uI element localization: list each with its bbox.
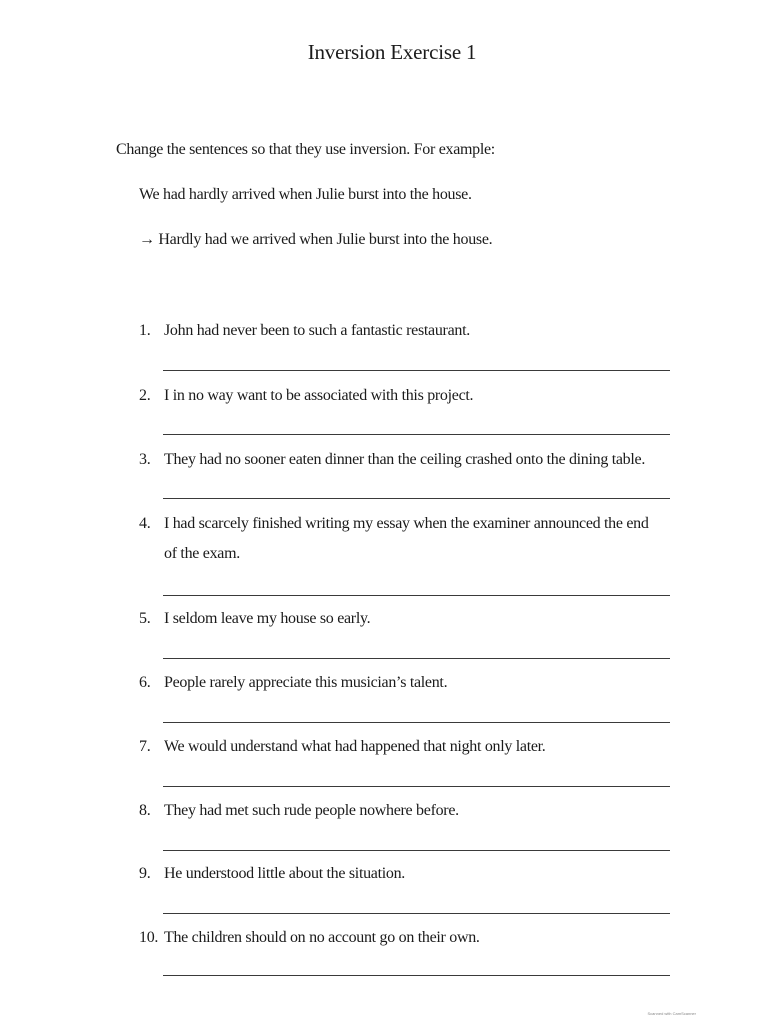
answer-line[interactable]	[163, 850, 670, 851]
question-number: 1.	[139, 322, 151, 339]
question-text: They had no sooner eaten dinner than the ceiling crashed onto the dining table.	[164, 451, 646, 468]
example-original-sentence: We had hardly arrived when Julie burst into the house.	[139, 186, 472, 203]
question-number: 7.	[139, 738, 151, 755]
question-text: I had scarcely finished writing my essay when the examiner announced the end of the exam.	[164, 515, 649, 562]
question-number: 8.	[139, 802, 151, 819]
page-title: Inversion Exercise 1	[307, 40, 477, 64]
answer-line[interactable]	[163, 434, 670, 435]
answer-line[interactable]	[163, 722, 670, 723]
question-number: 10.	[139, 929, 159, 946]
question-text: I in no way want to be associated with this project.	[164, 387, 474, 404]
answer-line[interactable]	[163, 498, 670, 499]
question-number: 4.	[139, 515, 151, 532]
answer-line[interactable]	[163, 595, 670, 596]
answer-line[interactable]	[163, 658, 670, 659]
scanner-watermark: Scanned with CamScanner	[647, 1011, 696, 1016]
question-text: I seldom leave my house so early.	[164, 610, 371, 627]
answer-line[interactable]	[163, 786, 670, 787]
question-number: 2.	[139, 387, 151, 404]
question-text: People rarely appreciate this musician’s talent.	[164, 674, 448, 691]
question-number: 5.	[139, 610, 151, 627]
question-text: He understood little about the situation.	[164, 865, 405, 882]
answer-line[interactable]	[163, 370, 670, 371]
example-inverted-sentence: → Hardly had we arrived when Julie burst into the house.	[139, 231, 493, 248]
question-number: 6.	[139, 674, 151, 691]
answer-line[interactable]	[163, 975, 670, 976]
question-text: We would understand what had happened that night only later.	[164, 738, 546, 755]
question-text: The children should on no account go on their own.	[164, 929, 480, 946]
question-text: John had never been to such a fantastic restaurant.	[164, 322, 470, 339]
instruction-text: Change the sentences so that they use inversion. For example:	[116, 141, 495, 158]
answer-line[interactable]	[163, 913, 670, 914]
question-number: 9.	[139, 865, 151, 882]
question-number: 3.	[139, 451, 151, 468]
question-text: They had met such rude people nowhere before.	[164, 802, 459, 819]
